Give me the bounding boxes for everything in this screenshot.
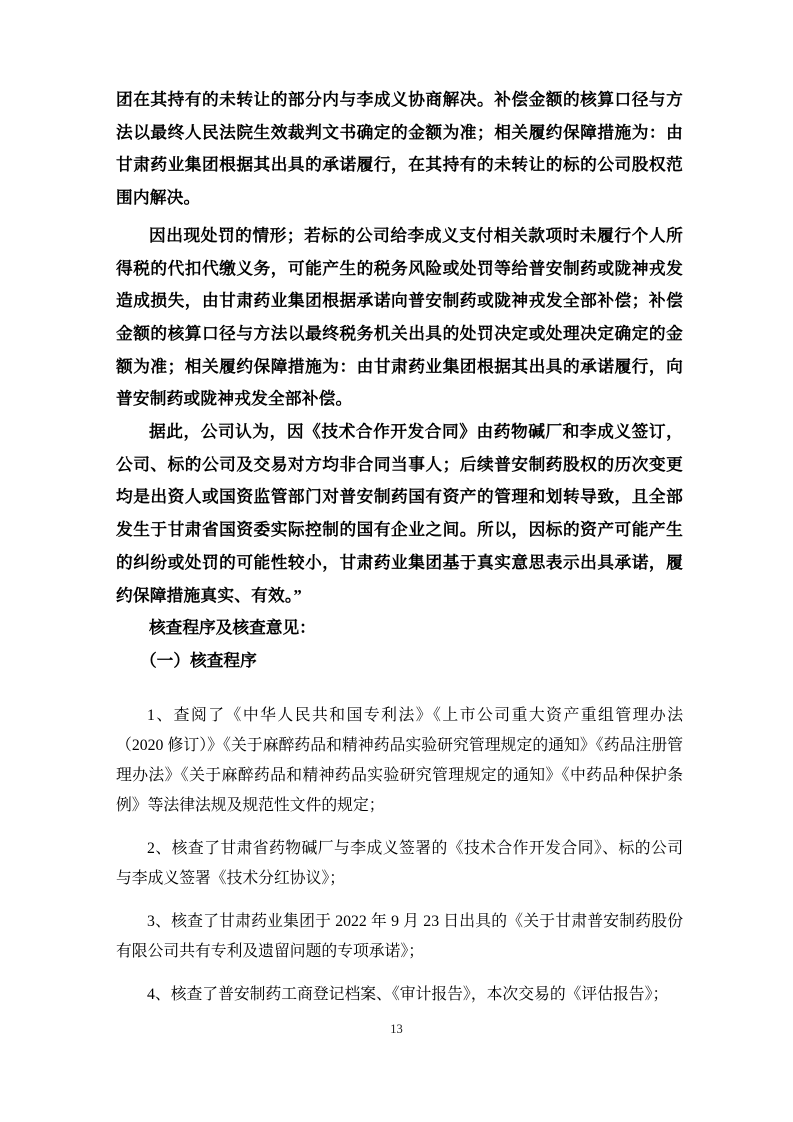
subsection-heading-procedure: （一）核查程序 <box>140 650 257 670</box>
body-paragraph-1: 团在其持有的未转让的部分内与李成义协商解决。补偿金额的核算口径与方法以最终人民法院生效裁判文书确定的金额为准；相关履约保障措施为：由甘肃药业集团根据其出具的承诺履行，在其持有的未转让的标的公司股权范围内解决。 <box>116 90 683 208</box>
procedure-item-3: 3、核查了甘肃药业集团于 2022 年 9 月 23 日出具的《关于甘肃普安制药股份有限公司共有专利及遗留问题的专项承诺》； <box>116 912 683 960</box>
page-number: 13 <box>390 1022 403 1036</box>
section-heading-verification: 核查程序及核查意见： <box>149 618 316 638</box>
procedure-item-1: 1、查阅了《中华人民共和国专利法》《上市公司重大资产重组管理办法（2020 修订）》《关于麻醉药品和精神药品实验研究管理规定的通知》《药品注册管理办法》《关于麻醉药品和精神药品实验研究管理规定的通知》《中药品种保护条例》等法律法规及规范性文件的规定； <box>116 706 683 814</box>
page-body <box>116 84 683 1023</box>
procedure-item-2: 2、核查了甘肃省药物碱厂与李成义签署的《技术合作开发合同》、标的公司与李成义签署《技术分红协议》； <box>116 839 683 887</box>
body-paragraph-3: 据此，公司认为，因《技术合作开发合同》由药物碱厂和李成义签订，公司、标的公司及交易对方均非合同当事人；后续普安制药股权的历次变更均是出资人或国资监管部门对普安制药国有资产的管理和划转导致，且全部发生于甘肃省国资委实际控制的国有企业之间。所以，因标的资产可能产生的纠纷或处罚的可能性较小，甘肃药业集团基于真实意思表示出具承诺，履约保障措施真实、有效。” <box>116 422 683 605</box>
body-paragraph-2: 因出现处罚的情形；若标的公司给李成义支付相关款项时未履行个人所得税的代扣代缴义务，可能产生的税务风险或处罚等给普安制药或陇神戎发造成损失，由甘肃药业集团根据承诺向普安制药或陇神戎发全部补偿；补偿金额的核算口径与方法以最终税务机关出具的处罚决定或处理决定确定的金额为准；相关履约保障措施为：由甘肃药业集团根据其出具的承诺履行，向普安制药或陇神戎发全部补偿。 <box>116 225 683 409</box>
procedure-item-4: 4、核查了普安制药工商登记档案、《审计报告》，本次交易的《评估报告》； <box>147 985 669 1003</box>
